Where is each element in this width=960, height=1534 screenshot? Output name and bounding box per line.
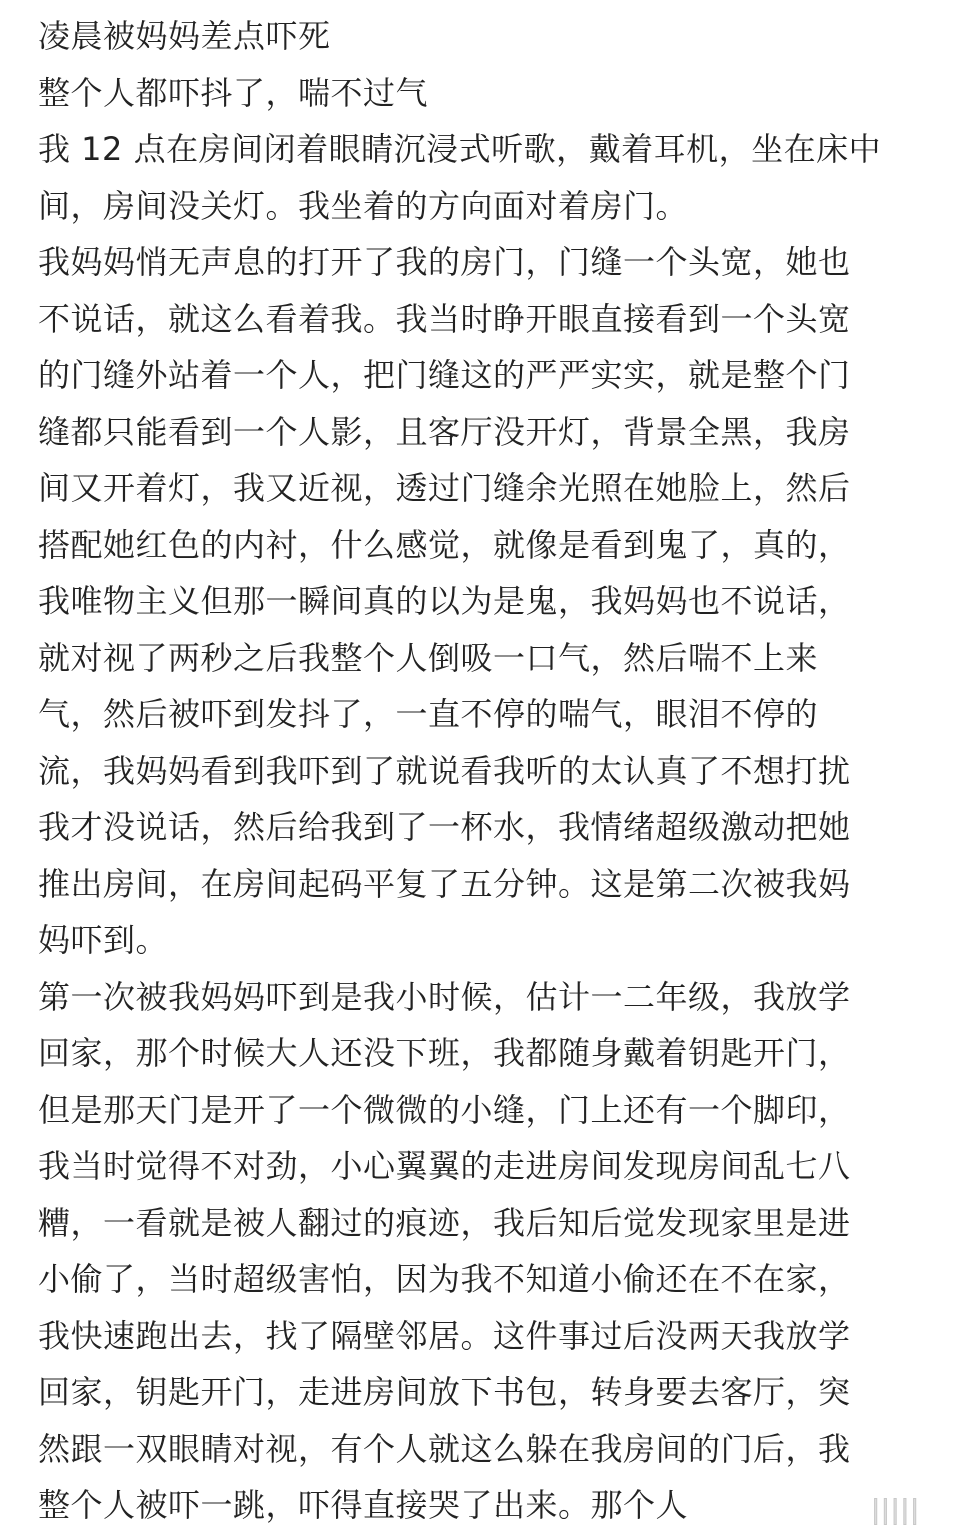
post-line: 不说话，就这么看着我。我当时睁开眼直接看到一个头宽 <box>38 299 851 338</box>
post-line: 回家，钥匙开门，走进房间放下书包，转身要去客厅，突 <box>38 1373 851 1411</box>
post-line: 回家，那个时候大人还没下班，我都随身戴着钥匙开门， <box>38 1034 851 1072</box>
post-line: 间又开着灯，我又近视，透过门缝余光照在她脸上，然后 <box>38 469 851 507</box>
post-line: 缝都只能看到一个人影，且客厅没开灯，背景全黑，我房 <box>38 412 851 451</box>
post-line: 流，我妈妈看到我吓到了就说看我听的太认真了不想打扰 <box>38 751 851 790</box>
post-line: 的门缝外站着一个人，把门缝这的严严实实，就是整个门 <box>38 356 851 394</box>
post-line: 我 12 点在房间闭着眼睛沉浸式听歌，戴着耳机，坐在床中 <box>38 130 882 168</box>
post-line: 然跟一双眼睛对视，有个人就这么躲在我房间的门后，我 <box>38 1429 851 1468</box>
watermark-text: ||||| <box>871 1495 920 1525</box>
post-line: 搭配她红色的内衬，什么感觉，就像是看到鬼了，真的， <box>38 525 851 564</box>
post-line: 我快速跑出去，找了隔壁邻居。这件事过后没两天我放学 <box>38 1316 851 1355</box>
post-line: 就对视了两秒之后我整个人倒吸一口气，然后喘不上来 <box>38 638 819 677</box>
post-line: 气，然后被吓到发抖了，一直不停的喘气，眼泪不停的 <box>38 695 819 733</box>
post-line: 我唯物主义但那一瞬间真的以为是鬼，我妈妈也不说话， <box>38 582 851 620</box>
post-line: 妈吓到。 <box>38 921 169 959</box>
post-line: 我才没说话，然后给我到了一杯水，我情绪超级激动把她 <box>38 808 851 846</box>
post-title: 凌晨被妈妈差点吓死 <box>38 17 331 55</box>
post-line: 小偷了，当时超级害怕，因为我不知道小偷还在不在家， <box>38 1260 851 1298</box>
post-line: 糟，一看就是被人翻过的痕迹，我后知后觉发现家里是进 <box>38 1203 851 1242</box>
post-subtitle: 整个人都吓抖了，喘不过气 <box>38 73 429 112</box>
post-line: 第一次被我妈妈吓到是我小时候，估计一二年级，我放学 <box>38 977 851 1016</box>
post-line: 间，房间没关灯。我坐着的方向面对着房门。 <box>38 186 689 225</box>
post-line: 但是那天门是开了一个微微的小缝，门上还有一个脚印， <box>38 1090 851 1129</box>
post-body <box>38 8 922 1534</box>
watermark <box>871 1495 920 1525</box>
post-line: 我当时觉得不对劲，小心翼翼的走进房间发现房间乱七八 <box>38 1147 851 1185</box>
post-line: 我妈妈悄无声息的打开了我的房门，门缝一个头宽，她也 <box>38 243 851 281</box>
post-line: 整个人被吓一跳，吓得直接哭了出来。那个人 <box>38 1486 689 1524</box>
post-line: 推出房间，在房间起码平复了五分钟。这是第二次被我妈 <box>38 864 851 903</box>
